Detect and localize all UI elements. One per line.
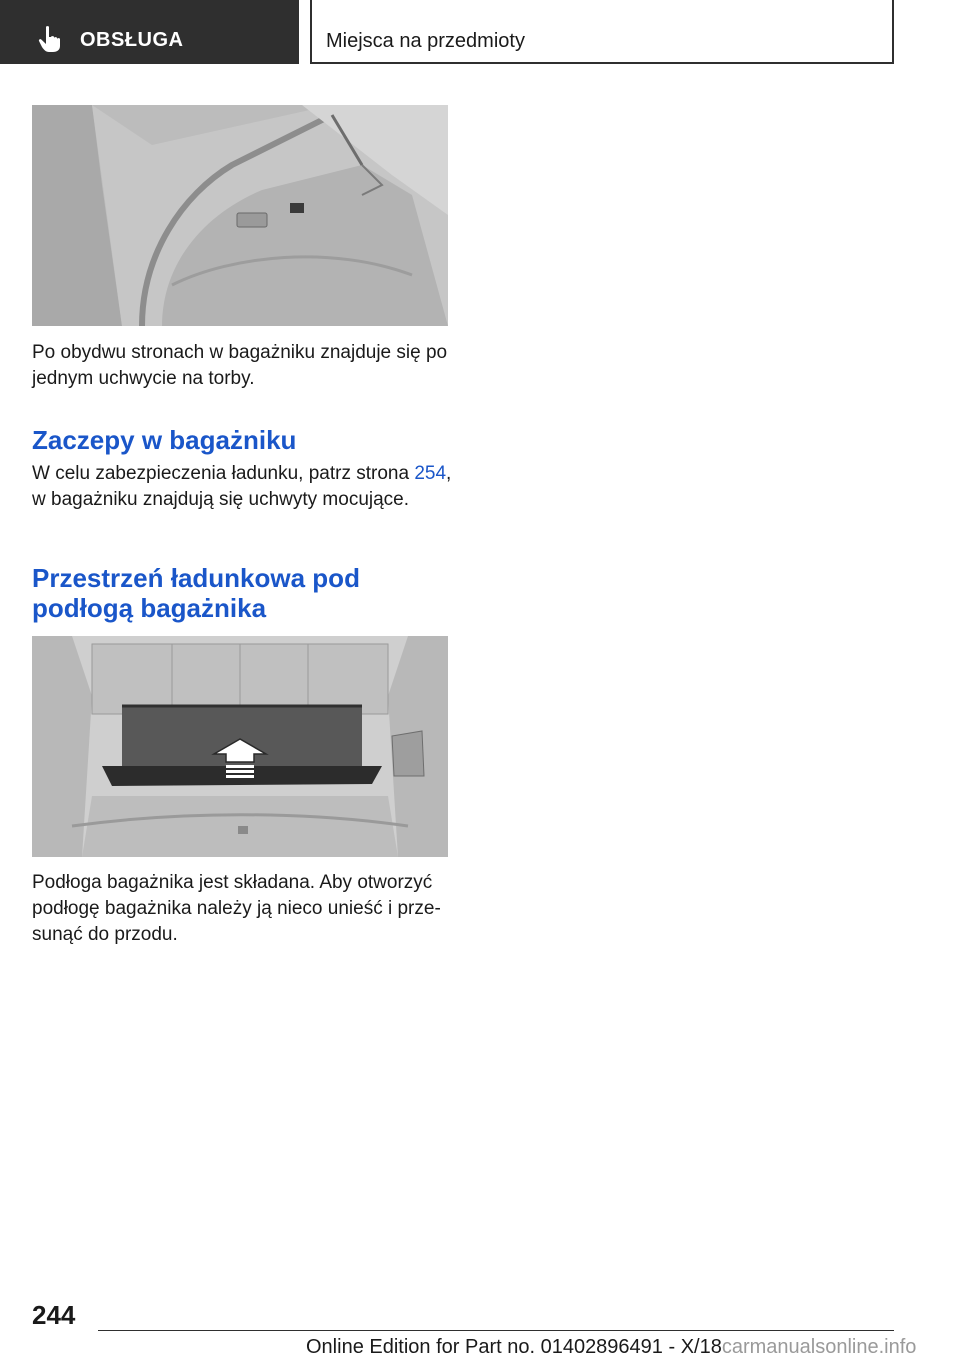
footer-edition	[306, 1336, 916, 1359]
section-title: Miejsca na przedmioty	[326, 30, 525, 52]
edition-text: Online Edition for Part no. 01402896491 - X/18	[306, 1336, 722, 1358]
page-link-254[interactable]: 254	[414, 463, 447, 484]
footer-divider	[98, 1330, 894, 1331]
section-header	[310, 0, 894, 64]
trunk-side-illustration	[32, 105, 448, 326]
tab-label: OBSŁUGA	[80, 29, 184, 51]
watermark-text: carmanualsonline.info	[721, 1336, 917, 1358]
page-number: 244	[32, 1300, 76, 1330]
paragraph-text-end: , w bagażniku znajdują się uchwyty mocujące.	[32, 463, 452, 510]
caption-bag-hooks: Po obydwu stronach w bagażniku znajduje się po jednym uchwycie na torby.	[32, 342, 448, 389]
heading-under-floor-storage: Przestrzeń ładunkowa pod podłogą bagażnika	[32, 563, 360, 623]
paragraph-trunk-hooks	[32, 461, 452, 513]
hand-pointer-icon	[38, 25, 62, 53]
caption-trunk-floor: Podłoga bagażnika jest składana. Aby otworzyć podłogę bagażnika należy ją nieco unieść i przesunąć do przodu.	[32, 872, 441, 945]
header-tab	[0, 0, 299, 64]
heading-trunk-hooks: Zaczepy w bagażniku	[32, 425, 297, 455]
paragraph-text-start: W celu zabezpieczenia ładunku, patrz strona	[32, 463, 415, 484]
trunk-floor-illustration	[32, 636, 448, 857]
